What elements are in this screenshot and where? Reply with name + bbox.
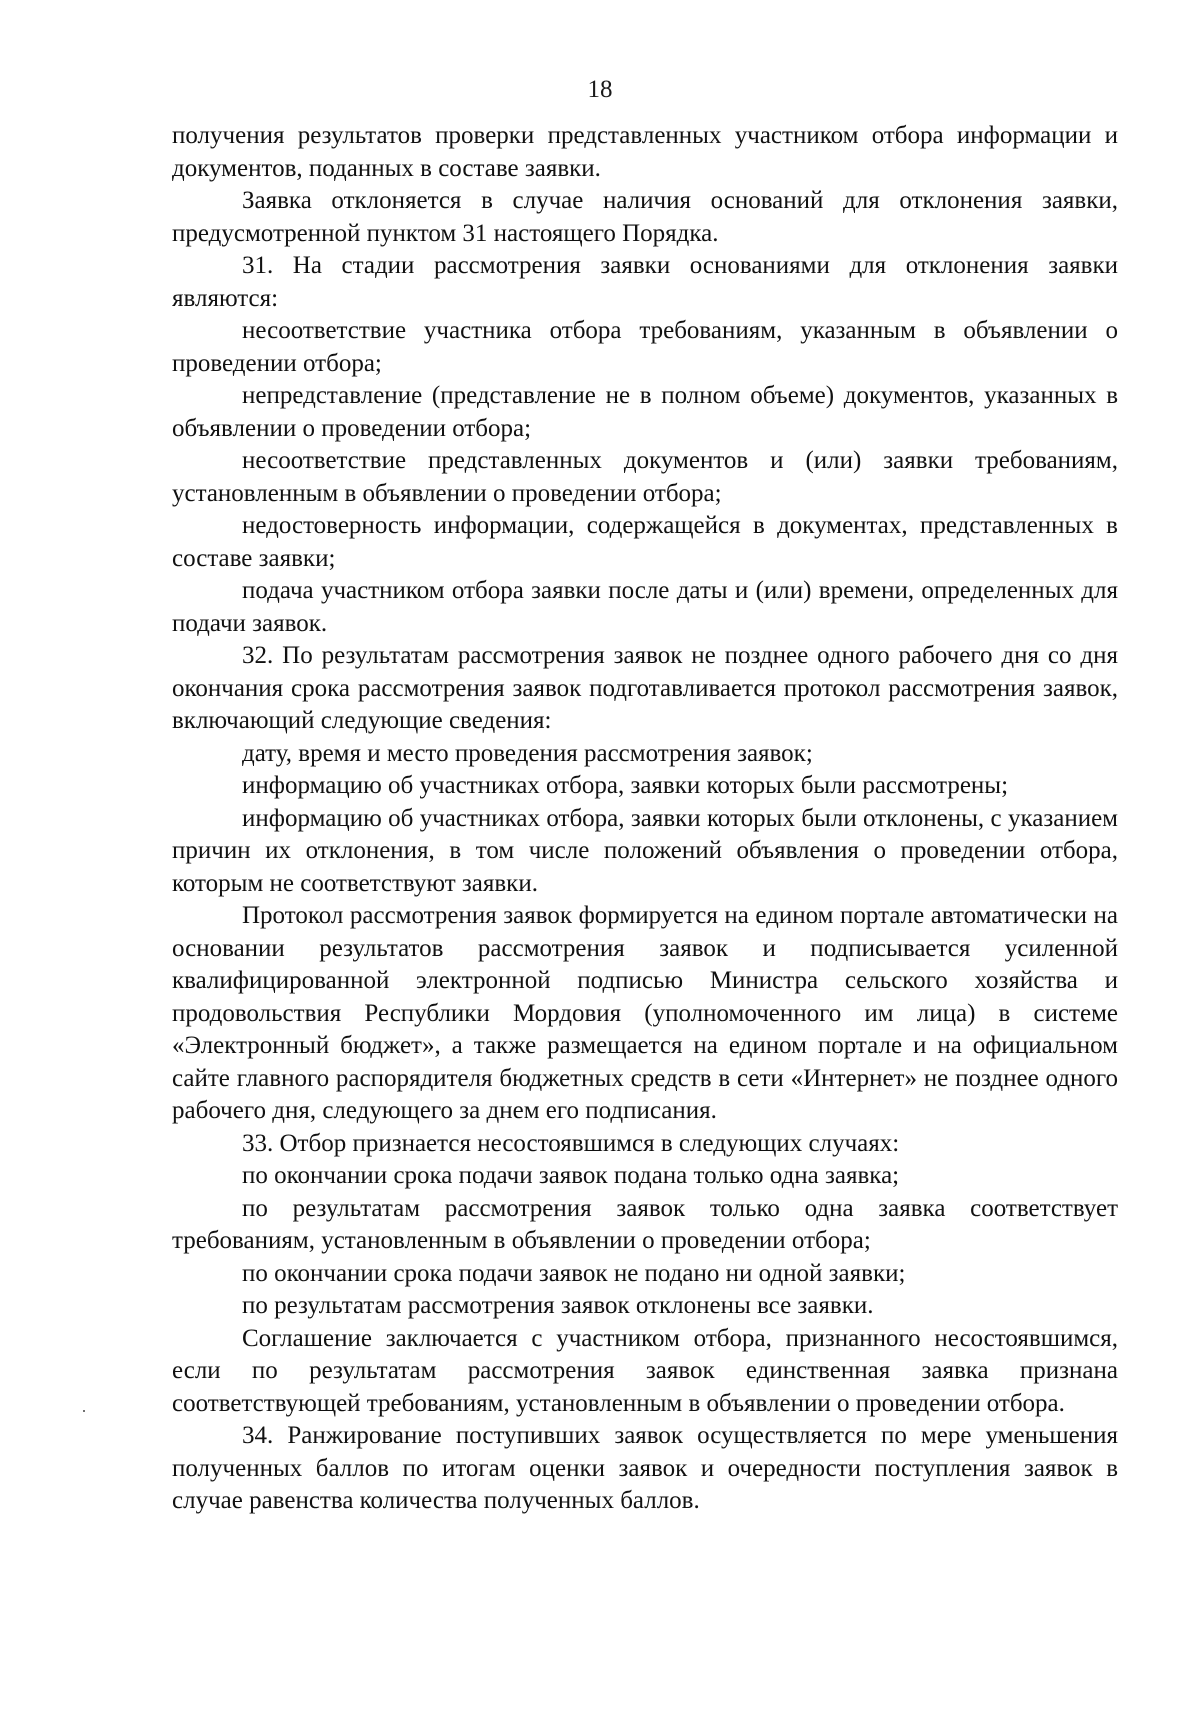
scan-speck — [83, 1410, 85, 1412]
paragraph-continuation: получения результатов проверки представленных участником отбора информации и документов, поданных в составе заявки. — [172, 122, 1118, 182]
list-item-33-4: по результатам рассмотрения заявок отклонены все заявки. — [242, 1292, 874, 1319]
list-item-33-3: по окончании срока подачи заявок не подано ни одной заявки; — [242, 1259, 906, 1287]
list-item-31-1: несоответствие участника отбора требованиям, указанным в объявлении о проведении отбора; — [172, 317, 1118, 377]
list-item-31-2: непредставление (представление не в полном объеме) документов, указанных в объявлении о проведении отбора; — [172, 382, 1118, 442]
list-item-33-2: по результатам рассмотрения заявок только одна заявка соответствует требованиям, установленным в объявлении о проведении отбора; — [172, 1194, 1118, 1254]
list-item-32-1: дату, время и место проведения рассмотрения заявок; — [242, 739, 813, 767]
list-item-31-4: недостоверность информации, содержащейся в документах, представленных в составе заявки; — [172, 512, 1118, 572]
list-item-32-2: информацию об участниках отбора, заявки которых были рассмотрены; — [242, 772, 1009, 799]
page-number: 18 — [587, 76, 613, 103]
paragraph-clause-32: 32. По результатам рассмотрения заявок не позднее одного рабочего дня со дня окончания срока рассмотрения заявок подготавливается протокол рассмотрения заявок, включающий следующие сведения: — [172, 642, 1118, 734]
paragraph-agreement: Соглашение заключается с участником отбора, признанного несостоявшимся, если по результатам рассмотрения заявок единственная заявка признана соответствующей требованиям, установленным в объявлении о проведении отбора. — [172, 1324, 1118, 1417]
paragraph-clause-33: 33. Отбор признается несостоявшимся в следующих случаях: — [242, 1129, 900, 1157]
list-item-32-3: информацию об участниках отбора, заявки которых были отклонены, с указанием причин их отклонения, в том числе положений объявления о проведении отбора, которым не соответствуют заявки. — [172, 804, 1118, 897]
list-item-31-5: подача участником отбора заявки после даты и (или) времени, определенных для подачи заявок. — [172, 577, 1118, 637]
list-item-31-3: несоответствие представленных документов и (или) заявки требованиям, установленным в объявлении о проведении отбора; — [172, 447, 1118, 507]
paragraph-protocol: Протокол рассмотрения заявок формируется на едином портале автоматически на основании результатов рассмотрения заявок и подписывается усиленной квалифицированной электронной подписью Министра сельского хозяйства и продовольствия Республики Мордовия (уполномоченного им лица) в системе «Электронный бюджет», а также размещается на едином портале и на официальном сайте главного распорядителя бюджетных средств в сети «Интернет» не позднее одного рабочего дня, следующего за днем его подписания. — [172, 902, 1118, 1124]
document-body — [172, 120, 1118, 1518]
list-item-33-1: по окончании срока подачи заявок подана только одна заявка; — [242, 1162, 900, 1189]
paragraph-clause-34: 34. Ранжирование поступивших заявок осуществляется по мере уменьшения полученных баллов по итогам оценки заявок и очередности поступления заявок в случае равенства количества полученных баллов. — [172, 1422, 1118, 1514]
paragraph-clause-31: 31. На стадии рассмотрения заявки основаниями для отклонения заявки являются: — [172, 252, 1118, 312]
paragraph-rejection-note: Заявка отклоняется в случае наличия оснований для отклонения заявки, предусмотренной пунктом 31 настоящего Порядка. — [172, 187, 1118, 247]
